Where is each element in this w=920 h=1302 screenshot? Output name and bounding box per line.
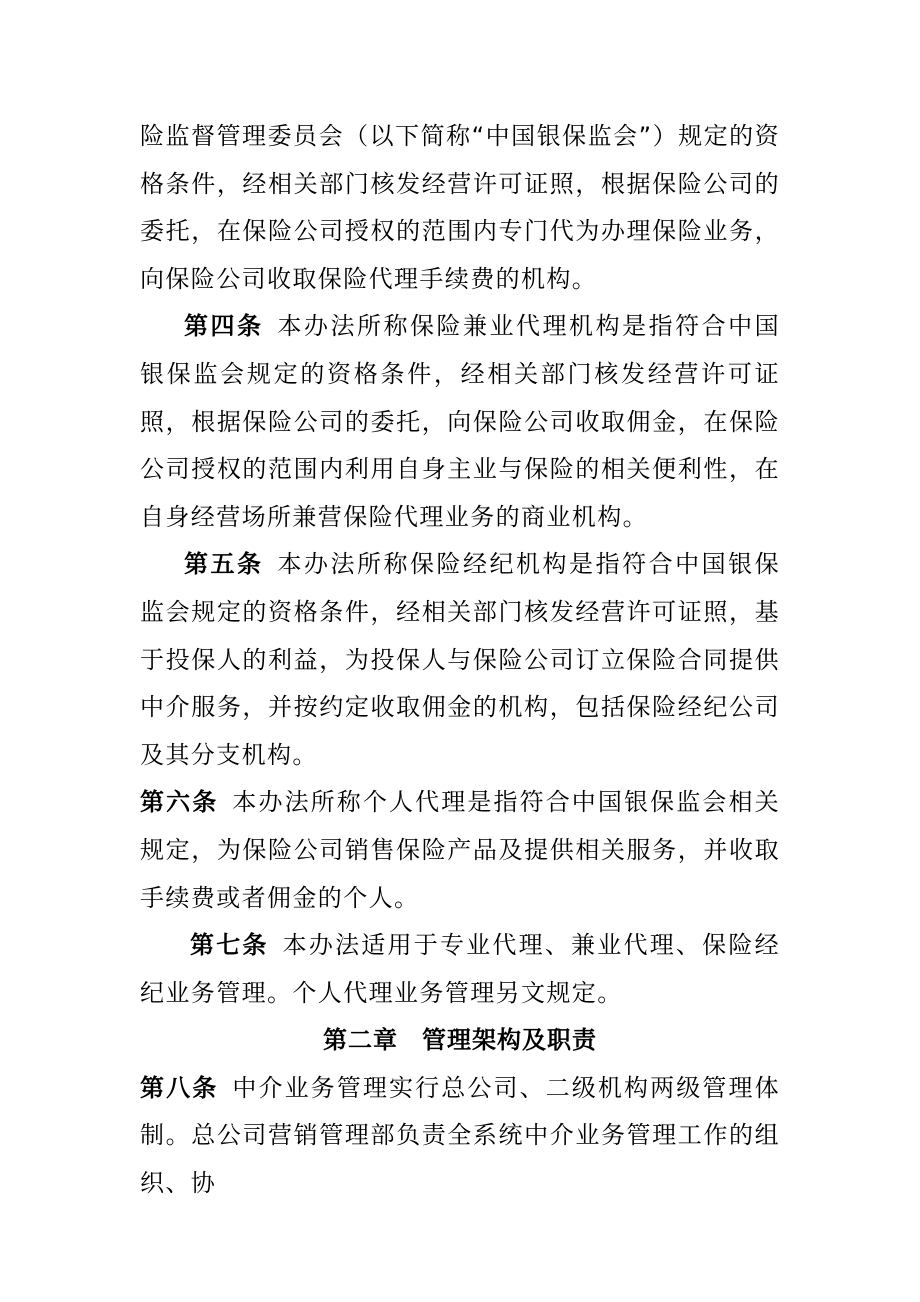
article-5-text: 本办法所称保险经纪机构是指符合中国银保监会规定的资格条件，经相关部门核发经营许可证照，基于投保人的利益，为投保人与保险公司订立保险合同提供中介服务，并按约定收取佣金的机构，包括保险经纪公司及其分支机构。 (140, 550, 780, 769)
paragraph-article-7 (140, 922, 780, 1017)
article-6-label: 第六条 (140, 788, 219, 817)
article-4-text: 本办法所称保险兼业代理机构是指符合中国银保监会规定的资格条件，经相关部门核发经营许可证照，根据保险公司的委托，向保险公司收取佣金，在保险公司授权的范围内利用自身主业与保险的相关便利性，在自身经营场所兼营保险代理业务的商业机构。 (140, 312, 780, 531)
chapter-heading (140, 1017, 780, 1065)
document-body (140, 113, 780, 1208)
article-3-text: 险监督管理委员会（以下简称“中国银保监会”）规定的资格条件，经相关部门核发经营许可证照，根据保险公司的委托，在保险公司授权的范围内专门代为办理保险业务，向保险公司收取保险代理手续费的机构。 (140, 122, 780, 293)
article-5-label: 第五条 (184, 550, 264, 579)
chapter-title: 管理架构及职责 (422, 1026, 597, 1055)
paragraph-article-4 (140, 303, 780, 541)
paragraph-article-8 (140, 1065, 780, 1208)
article-7-label: 第七条 (190, 931, 269, 960)
article-8-text: 中介业务管理实行总公司、二级机构两级管理体制。总公司营销管理部负责全系统中介业务管理工作的组织、协 (140, 1073, 780, 1198)
article-8-label: 第八条 (140, 1073, 219, 1102)
paragraph-article-3-continued (140, 113, 780, 303)
paragraph-article-5 (140, 541, 780, 779)
article-7-text: 本办法适用于专业代理、兼业代理、保险经纪业务管理。个人代理业务管理另文规定。 (140, 931, 780, 1007)
article-6-text: 本办法所称个人代理是指符合中国银保监会相关规定，为保险公司销售保险产品及提供相关服务，并收取手续费或者佣金的个人。 (140, 788, 780, 912)
chapter-number: 第二章 (323, 1026, 398, 1055)
article-4-label: 第四条 (184, 312, 264, 341)
paragraph-article-6 (140, 779, 780, 922)
